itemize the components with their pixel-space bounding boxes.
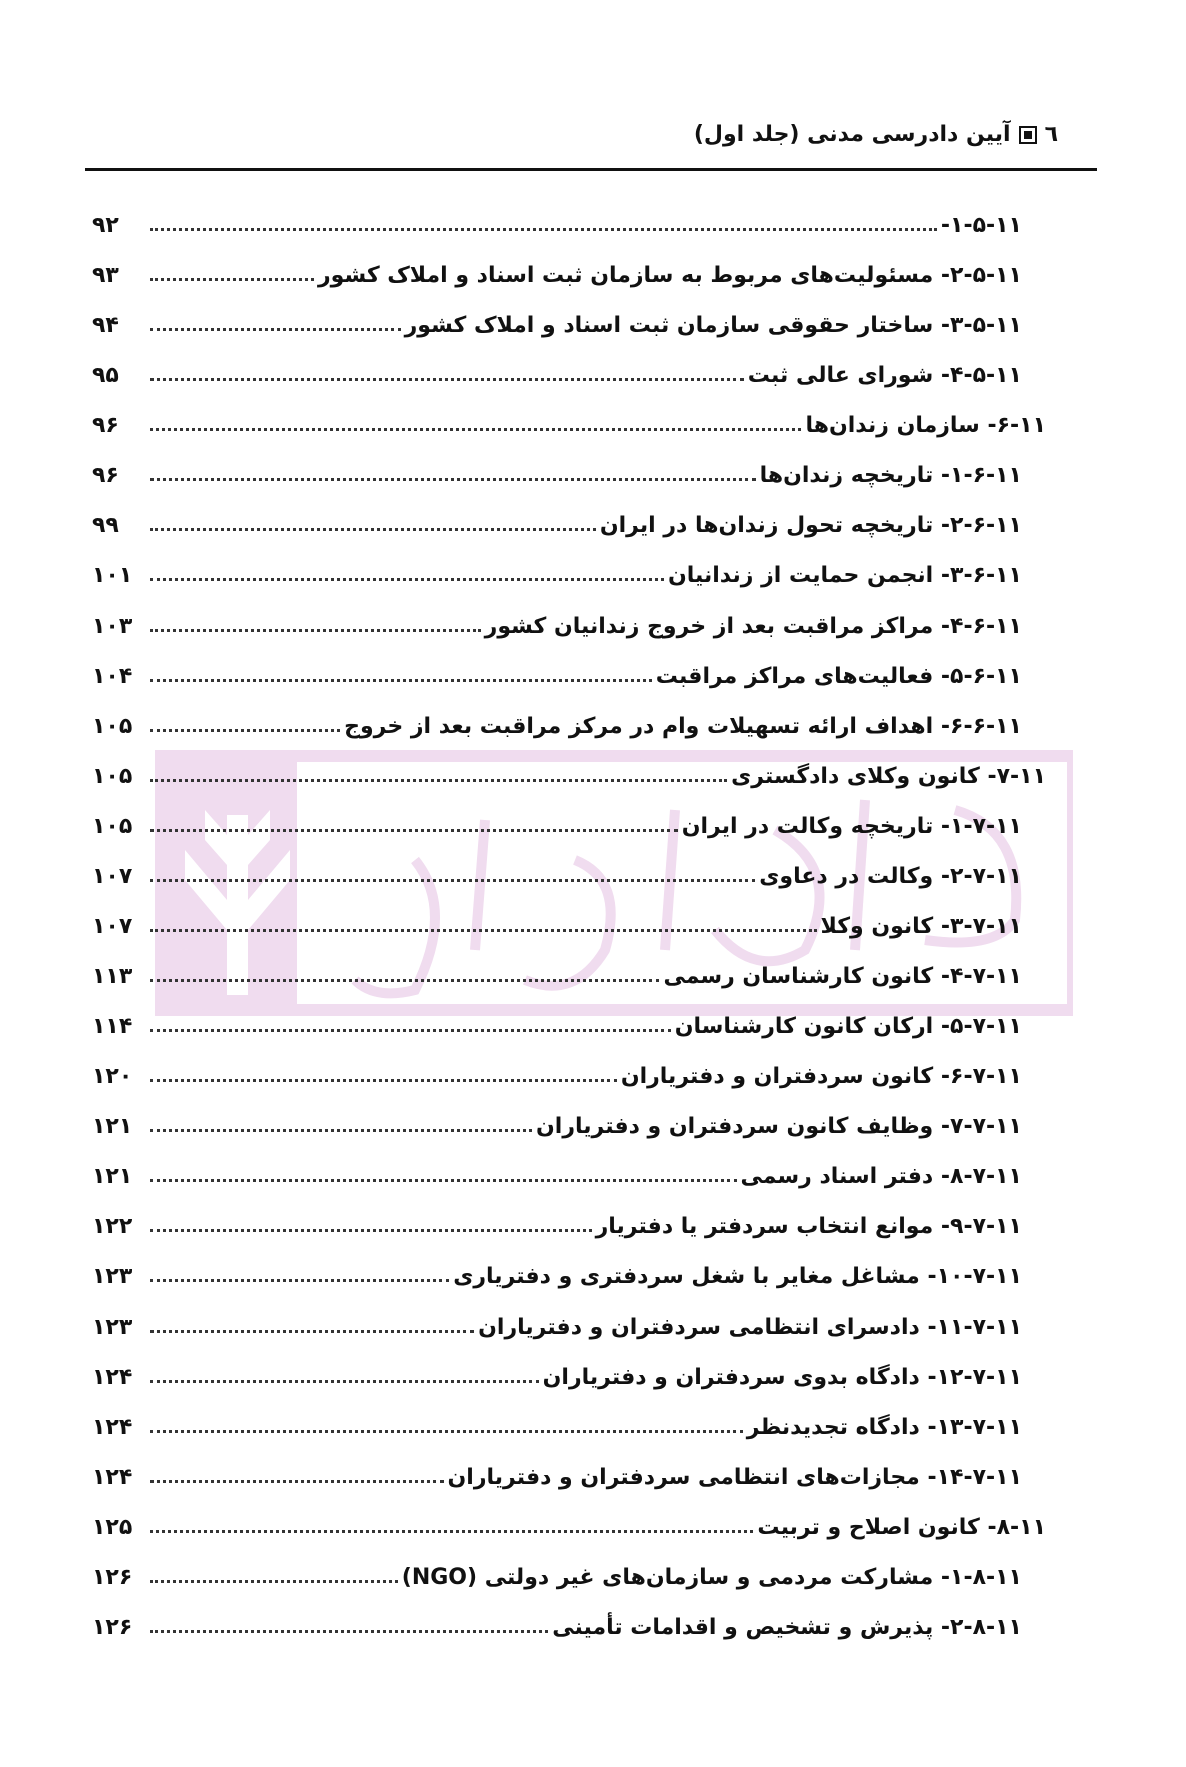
toc-entry-title: ۲-۸-۱۱- پذیرش و تشخیص و اقدامات تأمینی — [552, 1614, 1022, 1640]
toc-entry-title: ۱۳-۷-۱۱- دادگاه تجدیدنظر — [746, 1414, 1022, 1440]
dot-leader — [150, 1029, 671, 1032]
page-number: ٦ — [1044, 122, 1058, 147]
dot-leader — [150, 1229, 592, 1232]
toc-entry-title: ۱۰-۷-۱۱- مشاغل مغایر با شغل سردفتری و دفتریاری — [453, 1264, 1022, 1290]
toc-entry-title: ۷-۱۱- کانون وکلای دادگستری — [731, 763, 1046, 789]
toc-entry-page: ۹۶ — [92, 463, 119, 489]
toc-entry-title: ۲-۶-۱۱- تاریخچه تحول زندان‌ها در ایران — [599, 513, 1022, 539]
toc-entry[interactable] — [92, 1456, 1022, 1490]
toc-entry-title: ۴-۷-۱۱- کانون کارشناسان رسمی — [663, 964, 1022, 990]
toc-entry[interactable] — [92, 755, 1046, 789]
toc-entry[interactable] — [92, 805, 1022, 839]
toc-entry[interactable] — [92, 504, 1022, 538]
toc-entry-page: ۹۶ — [92, 413, 119, 439]
toc-entry-title: ۶-۶-۱۱- اهداف ارائه تسهیلات وام در مرکز مراقبت بعد از خروج — [344, 713, 1022, 739]
toc-entry[interactable] — [92, 1005, 1022, 1039]
toc-entry[interactable] — [92, 1205, 1022, 1239]
toc-entry[interactable] — [92, 1306, 1022, 1340]
dot-leader — [150, 328, 401, 331]
toc-entry[interactable] — [92, 1556, 1022, 1590]
dot-leader — [150, 979, 659, 982]
dot-leader — [150, 1630, 548, 1633]
dot-leader — [150, 1430, 743, 1433]
toc-entry-title: ۱۱-۷-۱۱- دادسرای انتظامی سردفتران و دفتریاران — [478, 1314, 1022, 1340]
dot-leader — [150, 879, 755, 882]
toc-entry[interactable] — [92, 905, 1022, 939]
toc-entry[interactable] — [92, 304, 1022, 338]
toc-entry[interactable] — [92, 1356, 1022, 1390]
toc-entry-title: ۴-۵-۱۱- شورای عالی ثبت — [747, 363, 1022, 389]
toc-entry-page: ۱۲۳ — [92, 1314, 133, 1340]
dot-leader — [150, 378, 744, 381]
toc-entry-page: ۱۰۷ — [92, 913, 133, 939]
toc-entry-page: ۱۰۷ — [92, 863, 133, 889]
dot-leader — [150, 228, 937, 231]
toc-entry-title: ۵-۷-۱۱- ارکان کانون کارشناسان — [674, 1014, 1022, 1040]
toc-entry-page: ۹۲ — [92, 213, 119, 238]
toc-entry-title: ۶-۷-۱۱- کانون سردفتران و دفتریاران — [620, 1064, 1022, 1090]
dot-leader — [150, 278, 314, 281]
dot-leader — [150, 929, 817, 932]
dot-leader — [150, 578, 664, 581]
dot-leader — [150, 779, 727, 782]
toc-entry[interactable] — [92, 554, 1022, 588]
dot-leader — [150, 829, 678, 832]
toc-entry-title: ۳-۵-۱۱- ساختار حقوقی سازمان ثبت اسناد و املاک کشور — [404, 313, 1022, 339]
toc-entry[interactable] — [92, 1055, 1022, 1089]
dot-leader — [150, 1480, 444, 1483]
toc-entry-title: ۱-۵-۱۱- — [940, 213, 1022, 238]
toc-entry[interactable] — [92, 404, 1046, 438]
dot-leader — [150, 1380, 539, 1383]
toc-entry-page: ۱۱۳ — [92, 964, 133, 990]
toc-entry-title: ۱-۶-۱۱- تاریخچه زندان‌ها — [759, 463, 1022, 489]
toc-entry-page: ۱۲۴ — [92, 1464, 133, 1490]
toc-entry-page: ۱۲۶ — [92, 1564, 133, 1590]
toc-entry[interactable] — [92, 254, 1022, 288]
dot-leader — [150, 1279, 449, 1282]
dot-leader — [150, 629, 481, 632]
toc-entry[interactable] — [92, 354, 1022, 388]
toc-entry-page: ۹۴ — [92, 313, 119, 339]
toc-entry-page: ۱۲۶ — [92, 1614, 133, 1640]
dot-leader — [150, 679, 652, 682]
toc-entry-page: ۱۰۱ — [92, 563, 133, 589]
dot-leader — [150, 1530, 753, 1533]
dot-leader — [150, 1330, 474, 1333]
dot-leader — [150, 1079, 617, 1082]
toc-entry-title: ۳-۶-۱۱- انجمن حمایت از زندانیان — [667, 563, 1022, 589]
toc-entry-page: ۱۲۴ — [92, 1364, 133, 1390]
toc-entry-title: ۱۴-۷-۱۱- مجازات‌های انتظامی سردفتران و دفتریاران — [447, 1464, 1022, 1490]
dot-leader — [150, 729, 340, 732]
toc-entry-title: ۳-۷-۱۱- کانون وکلا — [820, 913, 1022, 939]
toc-entry-page: ۱۰۵ — [92, 713, 133, 739]
toc-entry-page: ۱۲۰ — [92, 1064, 133, 1090]
dot-leader — [150, 428, 801, 431]
dot-leader — [150, 1179, 737, 1182]
dot-leader — [150, 1129, 532, 1132]
toc-entry[interactable] — [92, 705, 1022, 739]
toc-entry-page: ۱۰۵ — [92, 763, 133, 789]
toc-entry[interactable] — [92, 204, 1022, 238]
toc-entry-page: ۱۰۳ — [92, 613, 133, 639]
toc-entry[interactable] — [92, 1155, 1022, 1189]
toc-entry[interactable] — [92, 655, 1022, 689]
toc-entry-title: ۱-۸-۱۱- مشارکت مردمی و سازمان‌های غیر دولتی (NGO) — [401, 1564, 1022, 1590]
toc-entry-title: ۸-۷-۱۱- دفتر اسناد رسمی — [740, 1164, 1022, 1190]
toc-entry-page: ۱۱۴ — [92, 1014, 133, 1040]
toc-entry-title: ۵-۶-۱۱- فعالیت‌های مراکز مراقبت — [655, 663, 1022, 689]
toc-entry-title: ۸-۱۱- کانون اصلاح و تربیت — [757, 1514, 1046, 1540]
toc-entry-page: ۹۵ — [92, 363, 119, 389]
toc-entry-title: ۷-۷-۱۱- وظایف کانون سردفتران و دفتریاران — [536, 1114, 1022, 1140]
toc-entry[interactable] — [92, 1506, 1046, 1540]
toc-entry[interactable] — [92, 1105, 1022, 1139]
toc-entry-title: ۹-۷-۱۱- موانع انتخاب سردفتر یا دفتریار — [595, 1214, 1022, 1240]
toc-entry-title: ۲-۷-۱۱- وکالت در دعاوی — [759, 863, 1022, 889]
toc-entry-page: ۱۲۱ — [92, 1164, 133, 1190]
toc-entry[interactable] — [92, 955, 1022, 989]
book-title: آیین دادرسی مدنی (جلد اول) — [693, 122, 1011, 147]
toc-entry-title: ۱-۷-۱۱- تاریخچه وکالت در ایران — [681, 813, 1022, 839]
toc-entry-title: ۲-۵-۱۱- مسئولیت‌های مربوط به سازمان ثبت اسناد و املاک کشور — [317, 263, 1022, 289]
toc-entry-page: ۱۰۴ — [92, 663, 133, 689]
toc-entry-page: ۱۲۱ — [92, 1114, 133, 1140]
toc-entry[interactable] — [92, 1255, 1022, 1289]
toc-entry-page: ۱۲۴ — [92, 1414, 133, 1440]
toc-entry[interactable] — [92, 1406, 1022, 1440]
dot-leader — [150, 1580, 398, 1583]
toc-entry-title: ۱۲-۷-۱۱- دادگاه بدوی سردفتران و دفتریاران — [542, 1364, 1022, 1390]
toc-entry-page: ۱۲۲ — [92, 1214, 133, 1240]
toc-entry-page: ۹۳ — [92, 263, 119, 289]
toc-entry-page: ۱۲۳ — [92, 1264, 133, 1290]
toc-entry-title: ۶-۱۱- سازمان زندان‌ها — [805, 413, 1046, 439]
toc-entry[interactable] — [92, 855, 1022, 889]
toc-entry[interactable] — [92, 605, 1022, 639]
toc-entry-page: ۹۹ — [92, 513, 119, 539]
dot-leader — [150, 528, 596, 531]
toc-entry-page: ۱۲۵ — [92, 1514, 133, 1540]
toc-entry-title: ۴-۶-۱۱- مراکز مراقبت بعد از خروج زندانیان کشور — [484, 613, 1022, 639]
dot-leader — [150, 478, 756, 481]
toc-entry-page: ۱۰۵ — [92, 813, 133, 839]
toc-entry[interactable] — [92, 1606, 1022, 1640]
toc-entry[interactable] — [92, 454, 1022, 488]
